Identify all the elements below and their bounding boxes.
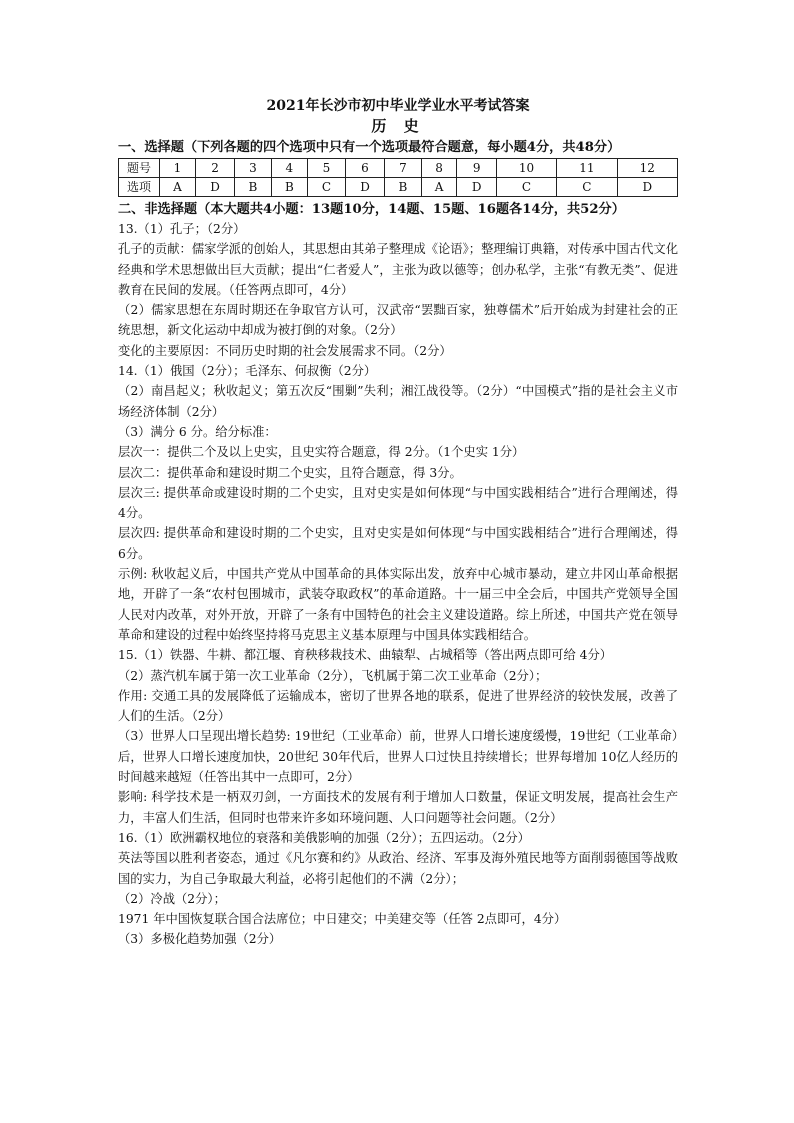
answer-line: 英法等国以胜利者姿态，通过《凡尔赛和约》从政治、经济、军事及海外殖民地等方面削弱德国等战败国的实力，为自己争取最大利益，必将引起他们的不满（2分）；: [118, 851, 678, 886]
answer-line: （3）多极化趋势加强（2分）: [118, 932, 282, 947]
answer-line: 15.（1）铁器、牛耕、都江堰、育秧移栽技术、曲辕犁、占城稻等（答出两点即可给 4分）: [118, 648, 613, 663]
table-cell: A: [421, 178, 457, 197]
table-cell: 10: [496, 159, 556, 178]
table-cell: 8: [421, 159, 457, 178]
answer-line: （2）南昌起义；秋收起义；第五次反“围剿”失利；湘江战役等。（2分）“中国模式”指的是社会主义市场经济体制（2分）: [118, 384, 678, 419]
answer-line: 16.（1）欧洲霸权地位的衰落和美俄影响的加强（2分）；五四运动。（2分）: [118, 830, 530, 845]
table-cell: B: [235, 178, 271, 197]
answer-line: 1971 年中国恢复联合国合法席位；中日建交；中美建交等（任答 2点即可，4分）: [118, 912, 567, 927]
table-cell: 11: [557, 159, 617, 178]
table-cell: D: [617, 178, 677, 197]
page-title: 2021年长沙市初中毕业学业水平考试答案: [266, 98, 530, 114]
section-1-heading: 一、选择题（下列各题的四个选项中只有一个选项最符合题意，每小题4分，共48分）: [118, 140, 621, 155]
answer-line: （2）冷战（2分）；: [118, 891, 226, 906]
table-cell: 1: [160, 159, 196, 178]
answer-line: （2）蒸汽机车属于第一次工业革命（2分），飞机属于第二次工业革命（2分）；: [118, 668, 548, 683]
row-label-answer: 选项: [119, 178, 160, 197]
answer-line: （3）满分 6 分。给分标准：: [118, 424, 277, 439]
answer-line: 层次四: 提供革命和建设时期的二个史实，且对史实是如何体现“与中国实践相结合”进行合理阐述，得 6分。: [118, 526, 678, 561]
table-cell: B: [271, 178, 307, 197]
answer-line: 影响: 科学技术是一柄双刃剑，一方面技术的发展有利于增加人口数量，保证文明发展，提高社会生产力，丰富人们生活，但同时也带来许多如环境问题、人口问题等社会问题。（2分）: [118, 790, 678, 825]
table-cell: D: [457, 178, 496, 197]
table-cell: A: [160, 178, 196, 197]
table-cell: 2: [195, 159, 234, 178]
answer-sheet: [118, 96, 678, 950]
table-cell: 12: [617, 159, 677, 178]
section-2-heading: 二、非选择题（本大题共4小题：13题10分，14题、15题、16题各14分，共52分）: [118, 202, 625, 217]
table-cell: B: [385, 178, 421, 197]
answer-line: 层次三: 提供革命或建设时期的二个史实，且对史实是如何体现“与中国实践相结合”进行合理阐述，得 4分。: [118, 485, 678, 521]
table-cell: 7: [385, 159, 421, 178]
table-cell: C: [557, 178, 617, 197]
answer-content: [118, 219, 678, 950]
table-row-answers: [119, 178, 678, 197]
answer-table: [118, 158, 678, 197]
table-cell: D: [195, 178, 234, 197]
answer-line: 示例: 秋收起义后，中国共产党从中国革命的具体实际出发，放弃中心城市暴动，建立井冈山革命根据地，开辟了一条“农村包围城市，武装夺取政权”的革命道路。十一届三中全会后，中国共产党领导全国人民对内改革，对外开放，开辟了一条有中国特色的社会主义建设道路。综上所述，中国共产党在领导革命和建设的过程中始终坚持将马克思主义基本原理与中国具体实践相结合。: [118, 567, 678, 642]
table-cell: 9: [457, 159, 496, 178]
answer-line: （2）儒家思想在东周时期还在争取官方认可，汉武帝“罢黜百家，独尊儒术”后开始成为封建社会的正统思想，新文化运动中却成为被打倒的对象。（2分）: [118, 303, 678, 338]
table-cell: 6: [345, 159, 384, 178]
table-row-numbers: [119, 159, 678, 178]
answer-line: 孔子的贡献：儒家学派的创始人，其思想由其弟子整理成《论语》；整理编订典籍，对传承中国古代文化经典和学术思想做出巨大贡献；提出“仁者爱人”，主张为政以德等；创办私学，主张“有教无类”、促进教育在民间的发展。（任答两点即可，4分）: [118, 242, 678, 297]
subject-title: 历 史: [371, 117, 425, 135]
answer-line: 层次二：提供革命和建设时期二个史实，且符合题意，得 3分。: [118, 465, 462, 480]
table-cell: 5: [308, 159, 346, 178]
answer-line: 变化的主要原因：不同历史时期的社会发展需求不同。（2分）: [118, 343, 452, 358]
row-label-number: 题号: [119, 159, 160, 178]
table-cell: D: [345, 178, 384, 197]
table-cell: C: [496, 178, 556, 197]
table-cell: 3: [235, 159, 271, 178]
answer-line: 层次一：提供二个及以上史实，且史实符合题意，得 2分。（1个史实 1分）: [118, 445, 525, 460]
table-cell: 4: [271, 159, 307, 178]
answer-line: （3）世界人口呈现出增长趋势: 19世纪（工业革命）前，世界人口增长速度缓慢，19世纪（工业革命）后，世界人口增长速度加快，20世纪 30年代后，世界人口过快且持续增长；世界每增加 10亿人经历的时间越来越短（任答出其中一点即可，2分）: [118, 729, 678, 785]
table-cell: C: [308, 178, 346, 197]
answer-line: 作用: 交通工具的发展降低了运输成本，密切了世界各地的联系，促进了世界经济的较快发展，改善了人们的生活。（2分）: [118, 688, 678, 724]
answer-line: 13.（1）孔子；（2分）: [118, 222, 246, 236]
answer-line: 14.（1）俄国（2分）；毛泽东、何叔衡（2分）: [118, 364, 377, 379]
